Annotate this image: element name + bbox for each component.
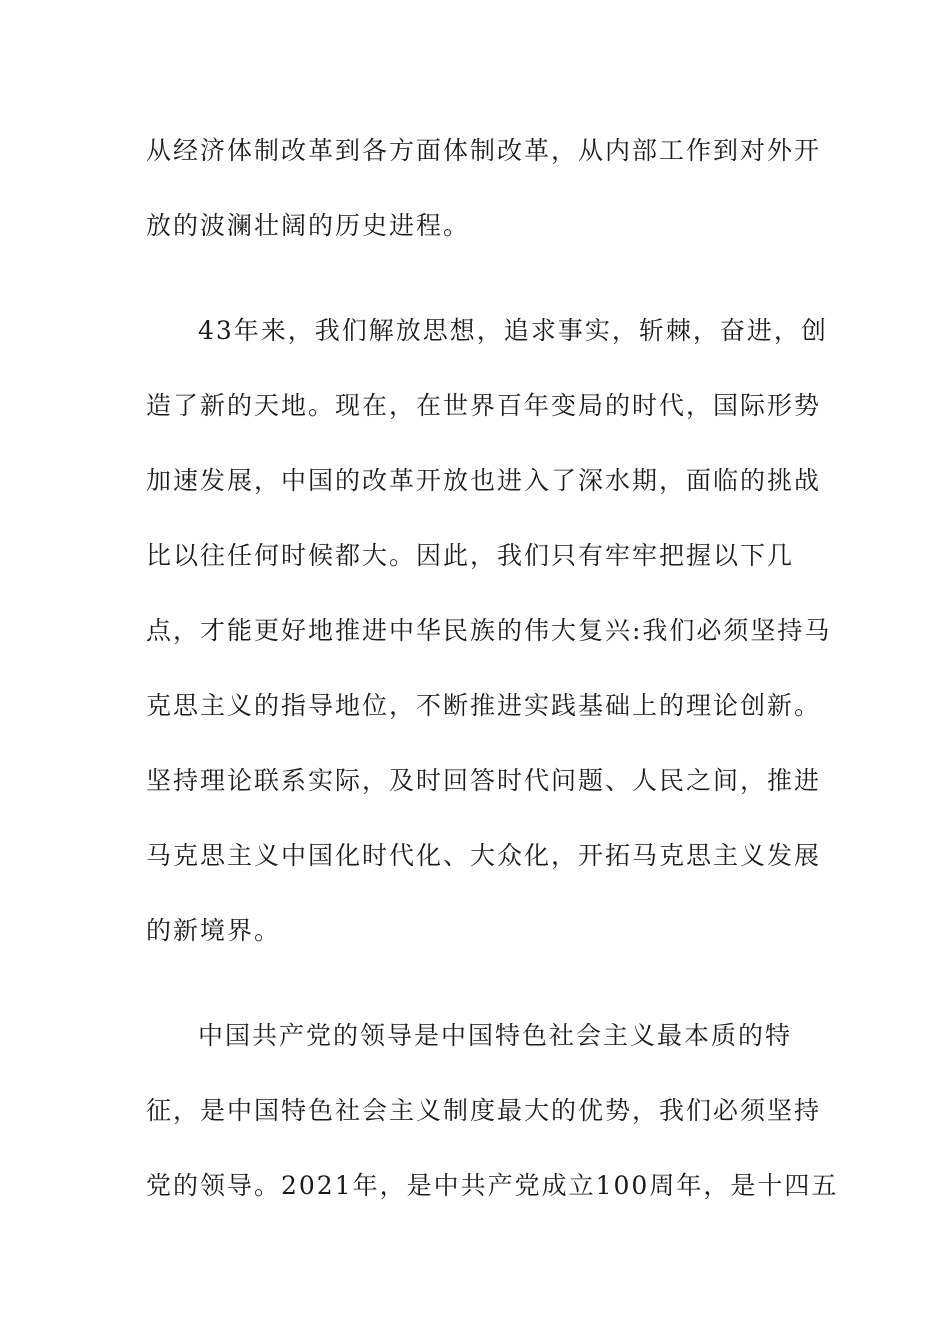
paragraph-2-line-5: 点，才能更好地推进中华民族的伟大复兴:我们必须坚持马 [146, 616, 832, 645]
paragraph-1-line-2: 放的波澜壮阔的历史进程。 [146, 211, 471, 240]
paragraph-2-line-7: 坚持理论联系实际，及时回答时代问题、人民之间，推进 [146, 766, 822, 795]
paragraph-3-line-2: 征，是中国特色社会主义制度最大的优势，我们必须坚持 [146, 1096, 822, 1125]
paragraph-2-line-6: 克思主义的指导地位，不断推进实践基础上的理论创新。 [146, 691, 822, 720]
paragraph-2-line-9: 的新境界。 [146, 916, 282, 945]
paragraph-3-line-3: 党的领导。2021年，是中共产党成立100周年，是十四五 [146, 1171, 839, 1200]
paragraph-3-line-1: 中国共产党的领导是中国特色社会主义最本质的特 [198, 1021, 793, 1050]
paragraph-2-line-2: 造了新的天地。现在，在世界百年变局的时代，国际形势 [146, 391, 822, 420]
paragraph-2-line-8: 马克思主义中国化时代化、大众化，开拓马克思主义发展 [146, 841, 822, 870]
paragraph-1-line-1: 从经济体制改革到各方面体制改革，从内部工作到对外开 [146, 136, 822, 165]
paragraph-2-line-3: 加速发展，中国的改革开放也进入了深水期，面临的挑战 [146, 466, 822, 495]
paragraph-2-line-1: 43年来，我们解放思想，追求事实，斩棘，奋进，创 [198, 316, 828, 345]
paragraph-2-line-4: 比以往任何时候都大。因此，我们只有牢牢把握以下几 [146, 541, 795, 570]
